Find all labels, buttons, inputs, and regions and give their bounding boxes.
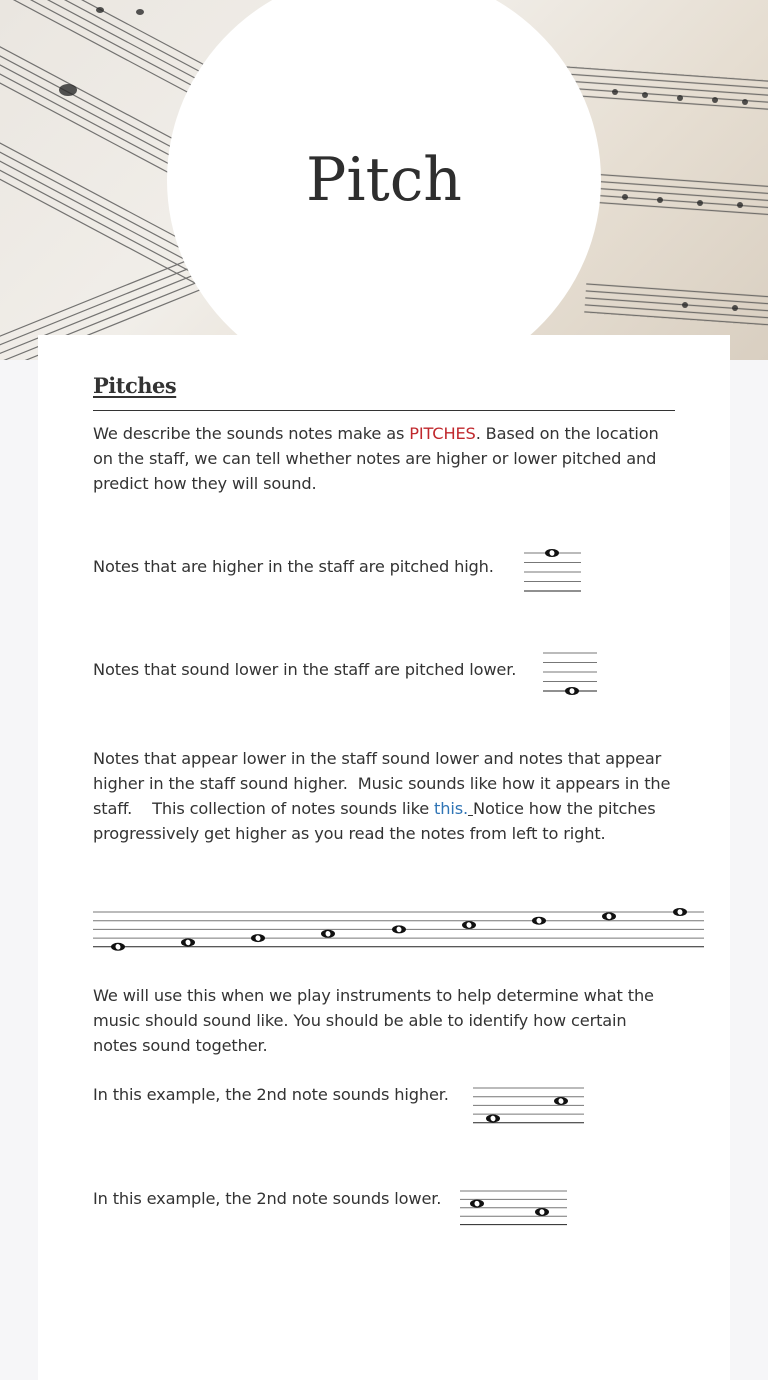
content-card (38, 335, 730, 1380)
whole-note (554, 1097, 568, 1105)
audio-example-link[interactable]: this. (434, 799, 468, 818)
page-title: Pitch (306, 145, 462, 215)
collection-text-end: Notice how the pitches progressively get higher as you read the notes from left to right. (93, 799, 656, 843)
whole-note (392, 925, 406, 933)
instruments-paragraph: We will use this when we play instruments to help determine what the music should sound like. You should be able to identify how certain notes sound together. (93, 986, 654, 1055)
section-heading: Pitches (93, 373, 177, 398)
whole-note (545, 549, 559, 557)
lower-notes-text: Notes that sound lower in the staff are pitched lower. (93, 660, 517, 679)
whole-note (673, 908, 687, 916)
staff-high-note-image (523, 547, 583, 593)
example-higher-text: In this example, the 2nd note sounds higher. (93, 1085, 449, 1104)
higher-notes-text: Notes that are higher in the staff are pitched high. (93, 557, 494, 576)
example-lower-text: In this example, the 2nd note sounds lower. (93, 1189, 442, 1208)
ascending-scale-image (93, 902, 705, 954)
second-note-higher-image (472, 1082, 586, 1128)
hero-banner (0, 0, 768, 360)
whole-note (462, 921, 476, 929)
whole-note (565, 687, 579, 695)
staff-low-note-image (542, 649, 598, 697)
intro-text-start: We describe the sounds notes make as (93, 424, 410, 443)
whole-note (321, 930, 335, 938)
collection-paragraph (93, 746, 675, 846)
collection-text-start: Notes that appear lower in the staff sound lower and notes that appear higher in the staff sound higher. Music sounds like how it appears in the staff. This collection of notes sounds like (93, 749, 676, 818)
whole-note (486, 1114, 500, 1122)
intro-text-end: . Based on the location on the staff, we can tell whether notes are higher or lower pitched and predict how they will sound. (93, 424, 659, 493)
second-note-lower-image (459, 1186, 569, 1232)
whole-note (181, 938, 195, 946)
intro-paragraph (93, 421, 673, 496)
whole-note (602, 912, 616, 920)
pitches-highlight: PITCHES (409, 424, 476, 443)
heading-divider (93, 410, 675, 411)
whole-note (535, 1208, 549, 1216)
whole-note (470, 1200, 484, 1208)
whole-note (532, 917, 546, 925)
whole-note (111, 943, 125, 951)
whole-note (251, 934, 265, 942)
